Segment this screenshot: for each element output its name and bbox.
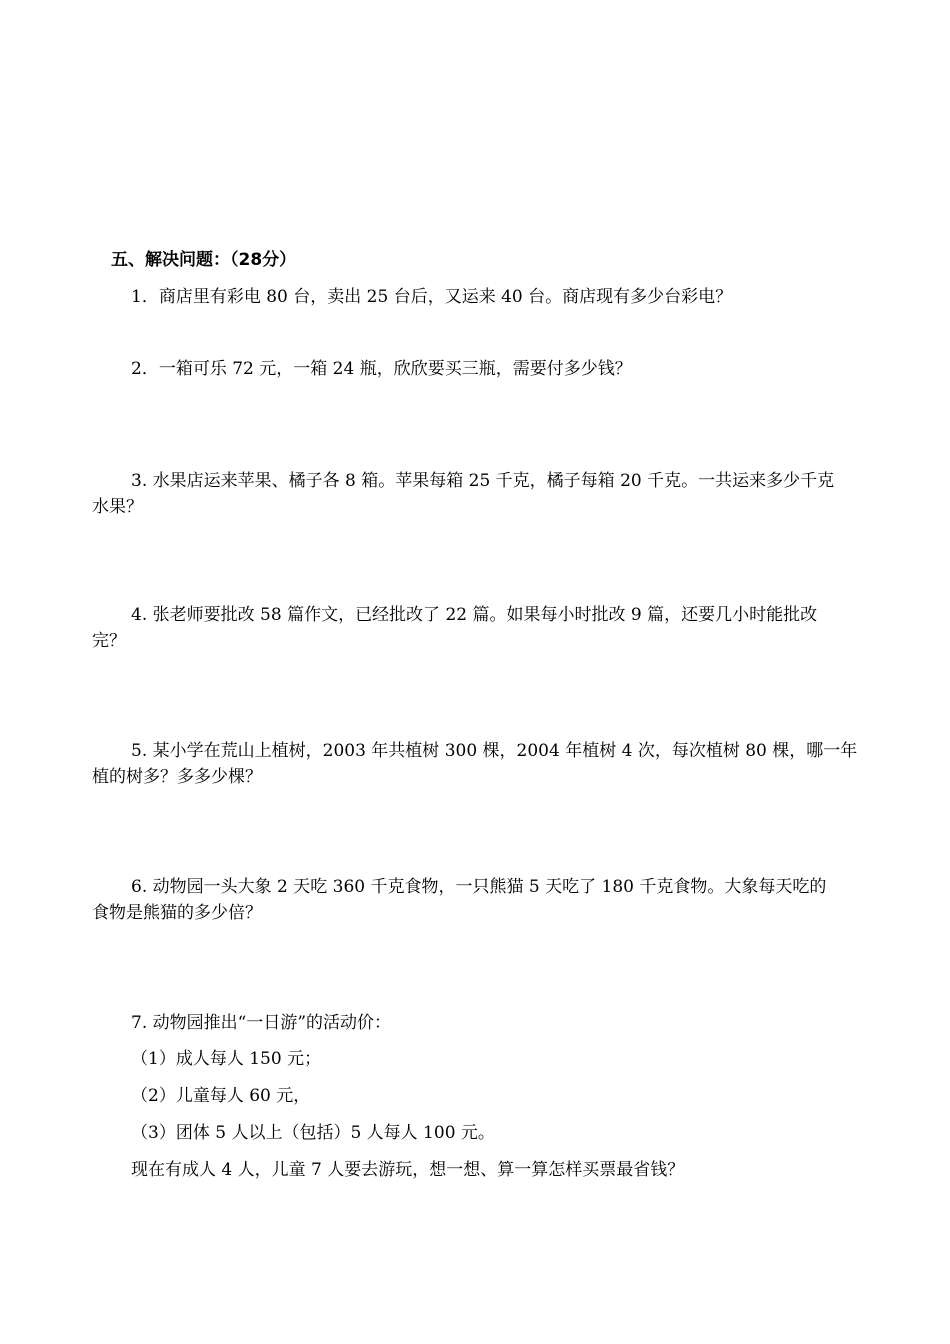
problem-2-line-1: 2．一箱可乐 72 元，一箱 24 瓶，欣欣要买三瓶，需要付多少钱？ [131,359,632,379]
problem-7-option-3: （3）团体 5 人以上（包括）5 人每人 100 元。 [131,1123,495,1143]
problem-4-line-2: 完？ [92,631,126,651]
problem-3-line-2: 水果？ [92,497,143,517]
problem-7-question: 现在有成人 4 人，儿童 7 人要去游玩，想一想、算一算怎样买票最省钱？ [131,1160,685,1180]
problem-5-line-2: 植的树多？多多少棵？ [92,767,262,787]
problem-5-line-1: 5. 某小学在荒山上植树，2003 年共植树 300 棵，2004 年植树 4 次，每次植树 80 棵，哪一年 [131,741,858,761]
problem-7-option-2: （2）儿童每人 60 元， [131,1086,311,1106]
problem-1-line-1: 1．商店里有彩电 80 台，卖出 25 台后，又运来 40 台。商店现有多少台彩电？ [131,287,733,307]
problem-4-line-1: 4. 张老师要批改 58 篇作文，已经批改了 22 篇。如果每小时批改 9 篇，还要几小时能批改 [131,605,818,625]
problem-3-line-1: 3. 水果店运来苹果、橘子各 8 箱。苹果每箱 25 千克，橘子每箱 20 千克。一共运来多少千克 [131,471,835,491]
problem-6-line-2: 食物是熊猫的多少倍？ [92,903,262,923]
section-heading: 五、解决问题：（28分） [111,250,297,270]
problem-7-option-1: （1）成人每人 150 元； [131,1049,322,1069]
problem-6-line-1: 6. 动物园一头大象 2 天吃 360 千克食物，一只熊猫 5 天吃了 180 千克食物。大象每天吃的 [131,877,827,897]
problem-7-line-1: 7. 动物园推出“一日游”的活动价： [131,1013,392,1033]
